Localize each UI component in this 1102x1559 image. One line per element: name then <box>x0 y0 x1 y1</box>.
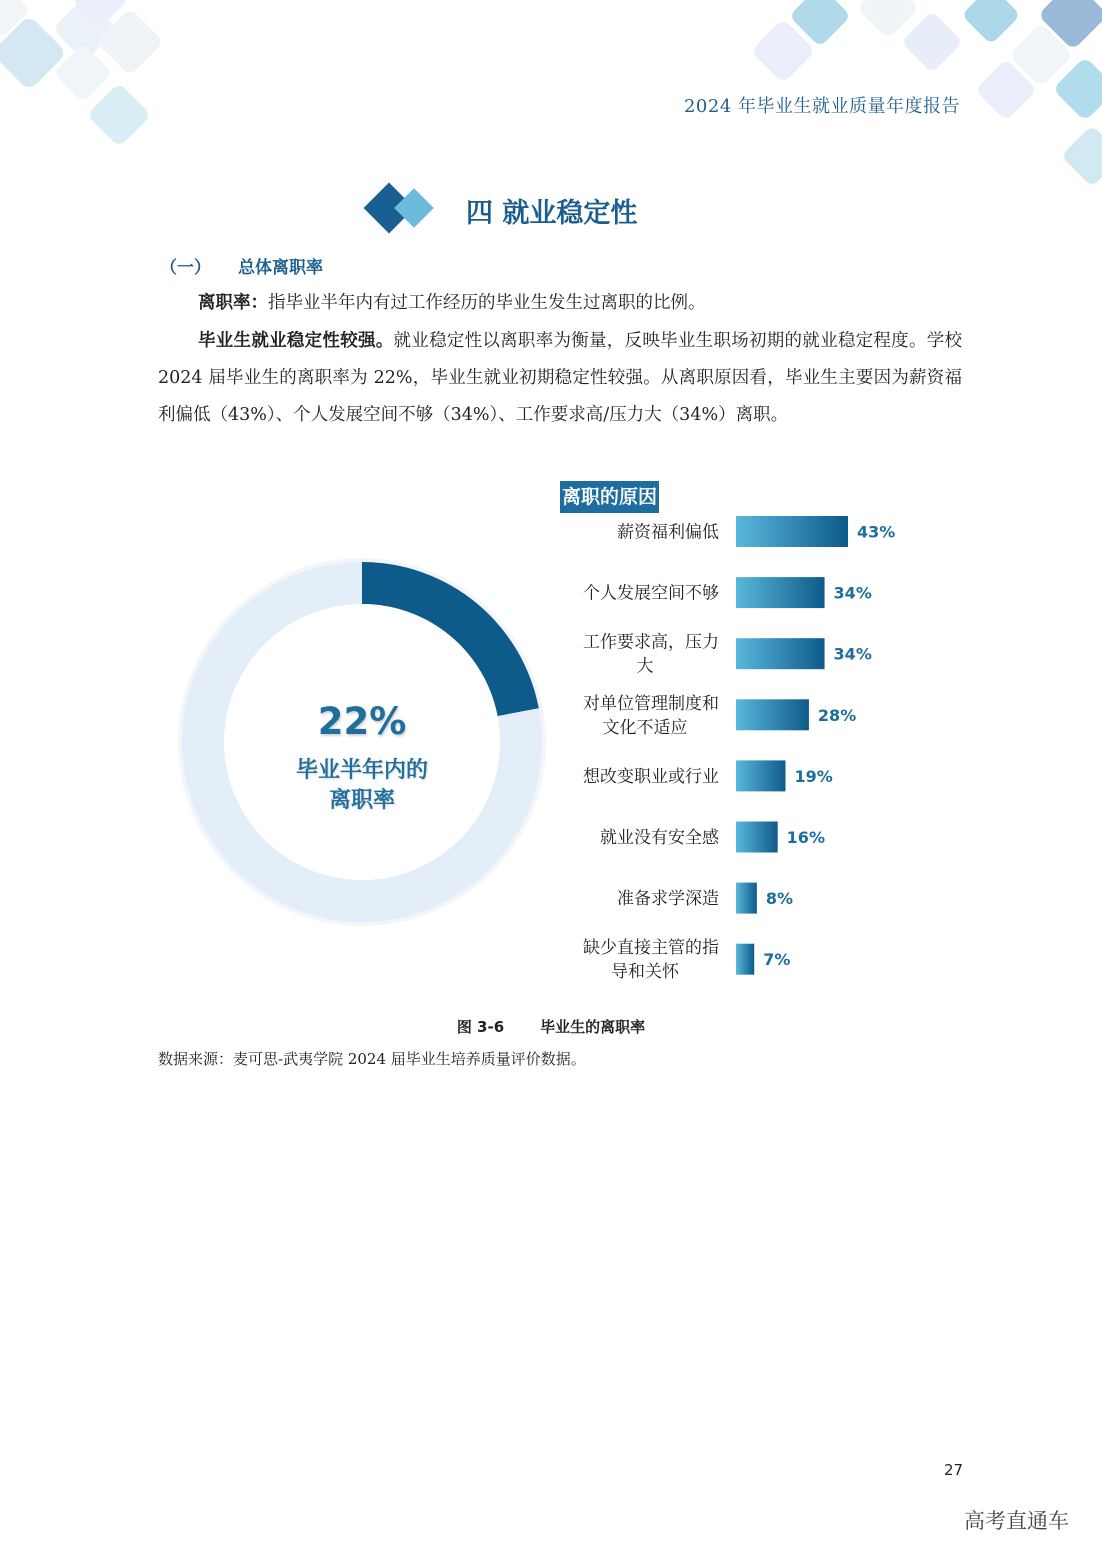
donut-center-label <box>262 756 462 816</box>
bar <box>736 577 825 608</box>
subsection-heading <box>160 253 323 278</box>
bar-value-label: 43% <box>857 522 896 542</box>
summary-lead: 毕业生就业稳定性较强。 <box>198 331 394 351</box>
bar-row <box>583 577 872 608</box>
bar <box>736 822 778 853</box>
bar-category-label: 个人发展空间不够 <box>583 583 719 604</box>
definition-text: 指毕业半年内有过工作经历的毕业生发生过离职的比例。 <box>268 293 706 313</box>
section-title: 四 就业稳定性 <box>466 197 638 229</box>
bar-row <box>617 883 793 914</box>
data-source-note: 数据来源：麦可思-武夷学院 2024 届毕业生培养质量评价数据。 <box>158 1050 586 1068</box>
watermark-text: 高考直通车 <box>964 1509 1069 1533</box>
bar-row <box>583 633 872 677</box>
bar-value-label: 16% <box>786 828 825 847</box>
bar-row <box>617 516 895 547</box>
running-header: 2024 年毕业生就业质量年度报告 <box>683 96 960 117</box>
summary-text: 就业稳定性以离职率为衡量，反映毕业生职场初期的就业稳定程度。学校 2024 届毕业生的离职率为 22%，毕业生就业初期稳定性较强。从离职原因看，毕业生主要因为薪资福利偏低（43%）、个人发展空间不够（34%）、工作要求高/压力大（34%）离职。 <box>158 331 963 425</box>
bar-chart-title: 离职的原因 <box>560 481 659 513</box>
reasons-bar-chart <box>560 510 960 990</box>
diamond-icon <box>362 182 462 238</box>
bar-category-label: 工作要求高，压力 <box>583 632 719 653</box>
bar-category-label: 文化不适应 <box>602 717 688 738</box>
bar-category-label: 薪资福利偏低 <box>617 522 719 543</box>
subsection-number: （一） <box>160 258 211 278</box>
page-number: 27 <box>944 1461 964 1479</box>
section-heading <box>362 182 637 238</box>
donut-center-value: 22% <box>317 700 407 743</box>
bar <box>736 516 848 547</box>
bar-category-label: 大 <box>636 656 654 677</box>
bar-value-label: 34% <box>833 644 872 664</box>
bar <box>736 638 825 669</box>
donut-label-line1: 毕业半年内的 <box>295 758 428 783</box>
bar-row <box>600 822 825 853</box>
bar-category-label: 缺少直接主管的指 <box>583 938 719 959</box>
donut-label-line2: 离职率 <box>328 788 395 813</box>
bar-category-label: 就业没有安全感 <box>600 828 719 848</box>
bar-value-label: 19% <box>794 766 833 786</box>
bar-value-label: 28% <box>817 705 857 725</box>
paragraph-summary <box>158 323 962 434</box>
figure-caption <box>0 1016 1102 1037</box>
bar-value-label: 34% <box>833 583 872 603</box>
figure-number: 图 3-6 <box>456 1018 505 1036</box>
bar-category-label: 导和关怀 <box>611 962 679 983</box>
definition-term: 离职率： <box>198 293 268 313</box>
bar-row <box>583 760 833 791</box>
bar-value-label: 8% <box>765 889 794 909</box>
figure-title: 毕业生的离职率 <box>540 1018 646 1036</box>
subsection-title: 总体离职率 <box>238 258 323 278</box>
bar-value-label: 7% <box>763 950 791 970</box>
bar <box>736 760 785 791</box>
bar-row <box>583 938 790 982</box>
paragraph-definition <box>158 285 962 322</box>
bar <box>736 883 757 914</box>
bar-category-label: 对单位管理制度和 <box>583 693 719 714</box>
bar <box>736 944 754 975</box>
bar-category-label: 准备求学深造 <box>617 889 719 910</box>
bar-row <box>583 694 856 738</box>
bar-category-label: 想改变职业或行业 <box>583 766 719 787</box>
bar <box>736 699 809 730</box>
